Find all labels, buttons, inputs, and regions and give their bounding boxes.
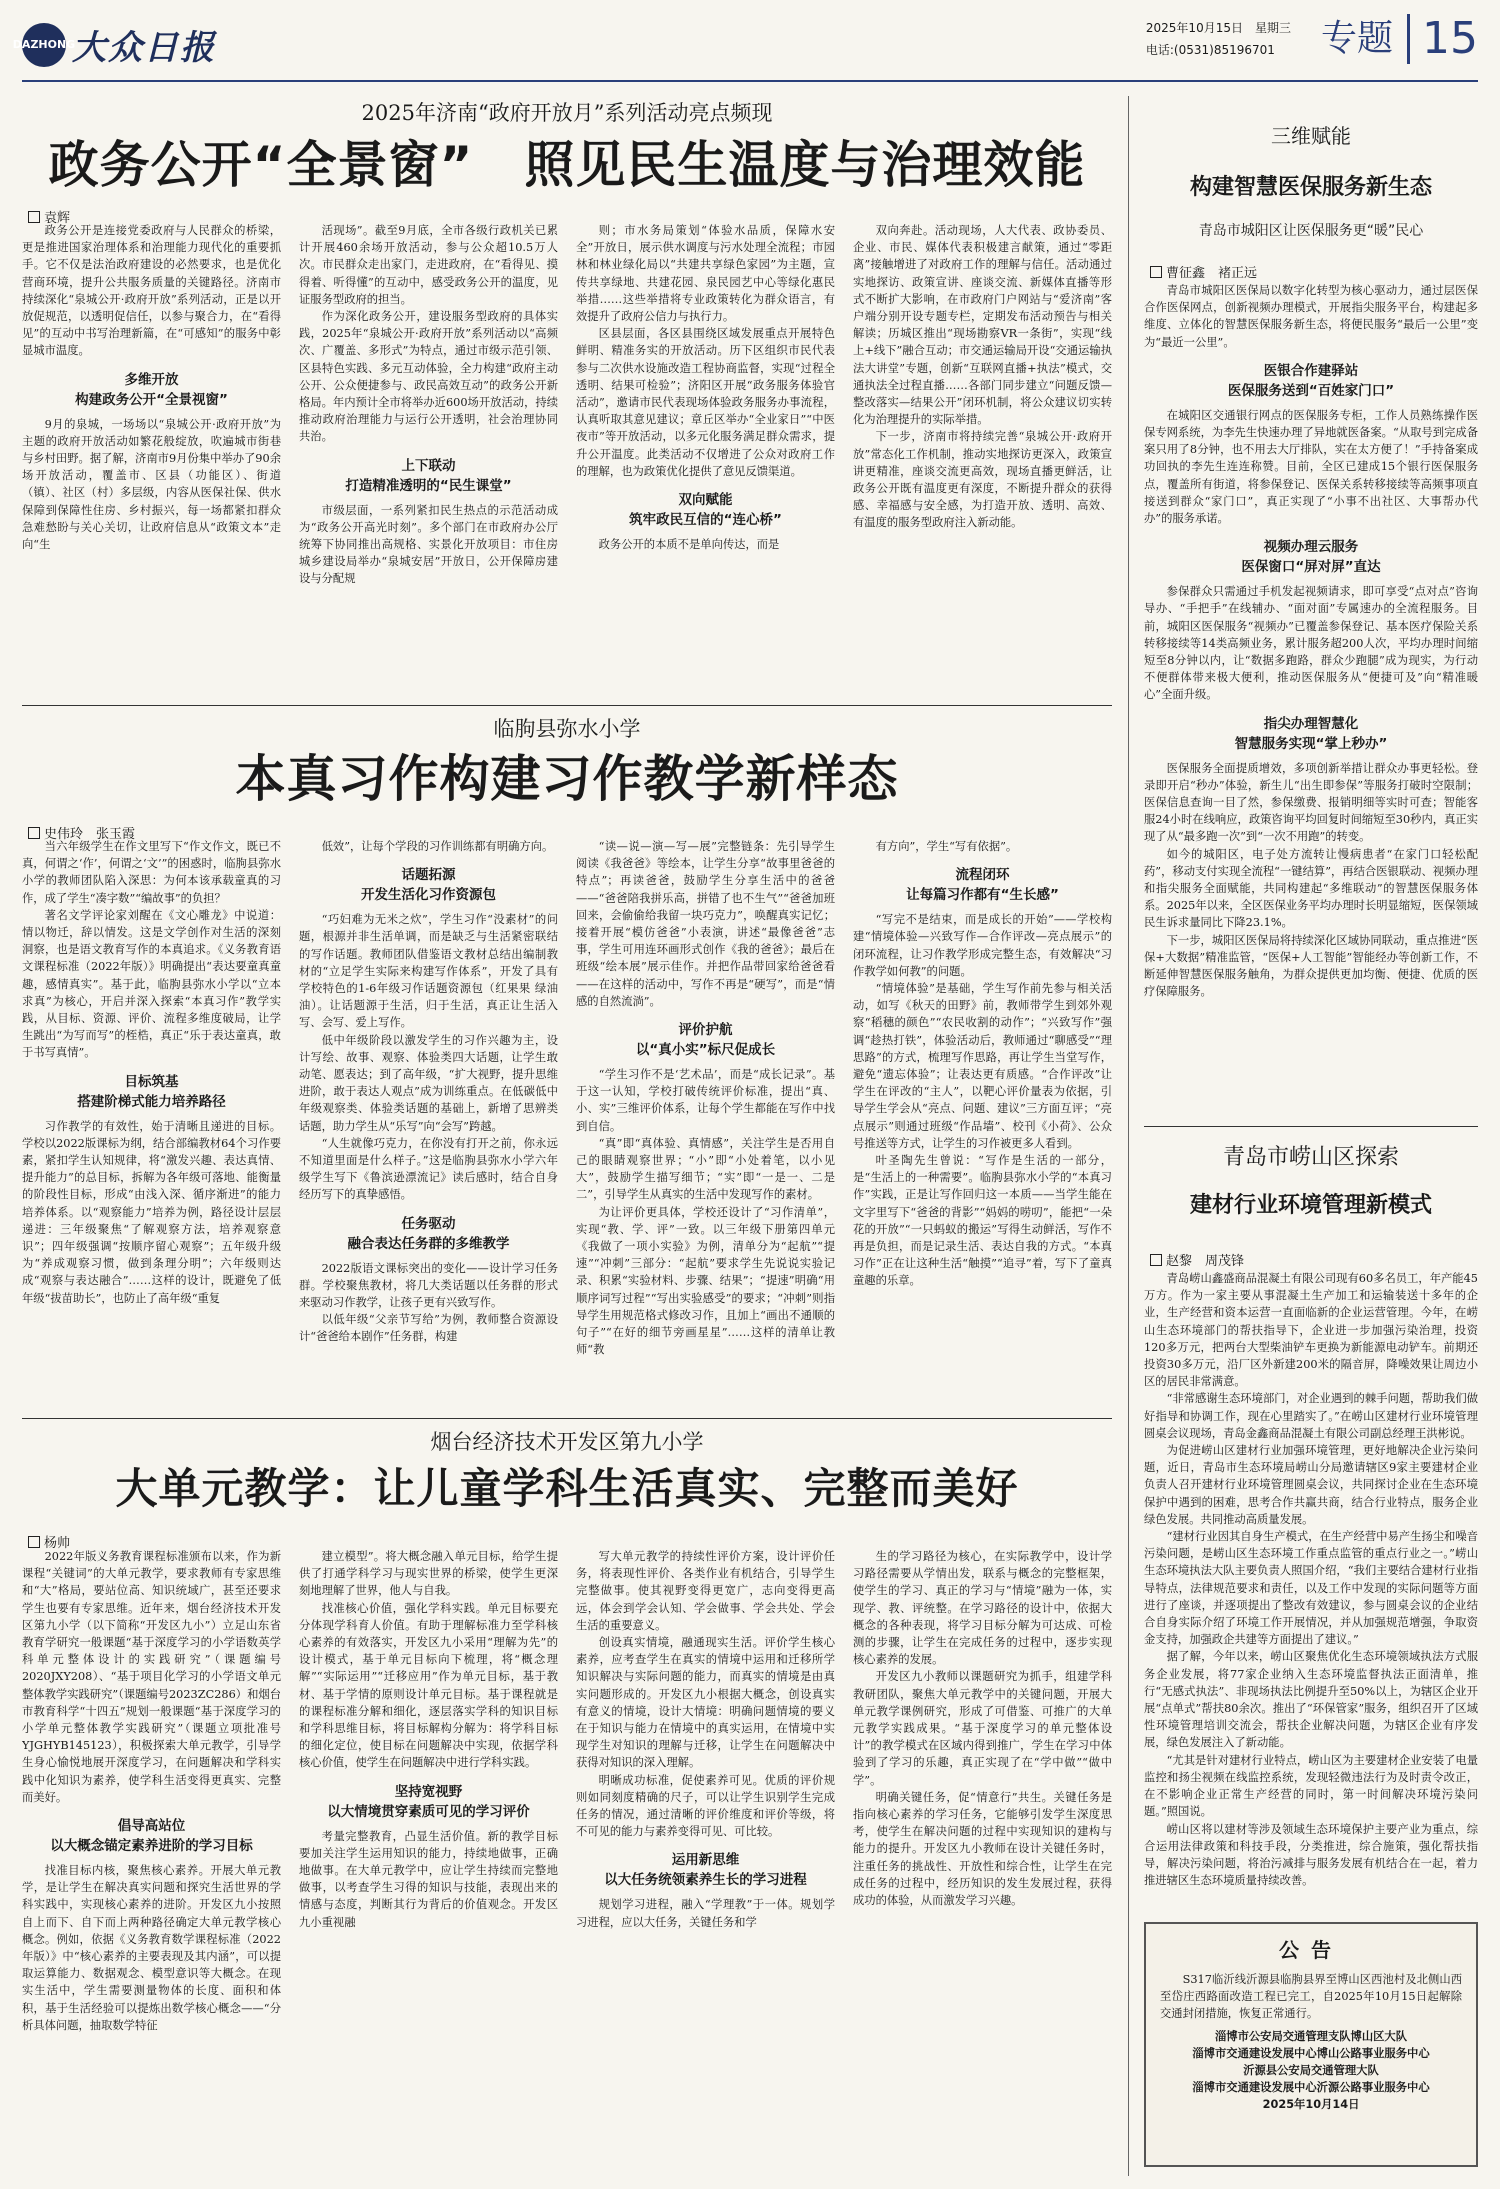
paragraph: 开发区九小教师以课题研究为抓手，组建学科教研团队，聚焦大单元教学中的关键问题，开展大单元教学课例研究，形成了可借鉴、可推广的大单元教学实践成果。“基于深度学习的单元整体设计”的教学模式在区域内得到推广，学生在学习中体验到了学习的乐趣，真正实现了在“学中做”“做中学”。	[853, 1670, 1112, 1787]
paragraph: 参保群众只需通过手机发起视频请求，即可享受“点对点”咨询导办、“手把手”在线辅办、“面对面”专属速办的全流程服务。目前，城阳区医保服务“视频办”已覆盖参保登记、基本医疗保险关系转移接续等14类高频业务，累计服务超200人次，平均办理时间缩短至8分钟以内，让“数据多跑路，群众少跑腿”成为现实，为行动不便群体带来极大便利，推动医保服务从“便捷可及”向“精准暖心”全面升级。	[1144, 585, 1478, 702]
notice-body: S317临沂线沂源县临朐县界至博山区西池村及北侧山西至岱庄西路面改造工程已完工，自2025年10月15日起解除交通封闭措施，恢复正常通行。	[1160, 1973, 1462, 2020]
article1-columns	[22, 222, 1112, 692]
article2-subhead3	[299, 1214, 558, 1254]
subhead-title: 话题拓源	[401, 867, 456, 884]
subhead-subtitle: 医保服务送到“百姓家门口”	[1227, 382, 1395, 399]
logo-text: 大众日报	[72, 28, 216, 68]
paragraph: “建材行业因其自身生产模式，在生产经营中易产生扬尘和噪音污染问题，是崂山区生态环境工作重点监管的重点行业之一。”崂山生态环境执法大队主要负责人照国介绍，“我们主要结合建材行业指导特点，法律规范要求和责任，以及工作中发现的实际问题等方面进行了座谈，并逐项提出了整改有效建议，参与圆桌会议的企业结合自身实际介绍了环境工作开展情况，并从加强规范增强，争取资金支持，加强政企共建等方面提出了建议。”	[1144, 1530, 1478, 1647]
issue-info	[1146, 17, 1291, 61]
subhead-subtitle: 智慧服务实现“掌上秒办”	[1234, 735, 1388, 752]
article-divider	[22, 705, 1112, 706]
paragraph: “真”即“真体验、真情感”，关注学生是否用自己的眼睛观察世界；“小”即“小处着笔，以小见大”，鼓励学生描写细节；“实”即“一是一、二是二”，引导学生从真实的生活中发现写作的素材。	[576, 1136, 835, 1202]
article2-col1	[22, 838, 281, 1408]
paragraph: 政务公开的本质不是单向传达，而是	[598, 538, 780, 552]
paragraph: 则；市水务局策划“体验水品质，保障水安全”开放日，展示供水调度与污水处理全流程；市园林和林业绿化局以“共建共享绿色家园”为主题，宣传共享绿地、共建花园、泉民园艺中心等绿化惠民举措……这些举措将专业政策转化为群众语言，有效提升了政府公信力与执行力。	[576, 224, 835, 324]
page-number: 15	[1422, 13, 1478, 64]
subhead-subtitle: 以“真小实”标尺促成长	[635, 1042, 776, 1059]
subhead-title: 流程闭环	[955, 867, 1010, 884]
subhead-subtitle: 打造精准透明的“民生课堂”	[345, 477, 512, 494]
sidebar2-author: 赵黎 周茂锋	[1166, 1254, 1245, 1269]
notice-signer: 沂源县公安局交通管理大队	[1243, 2064, 1379, 2077]
paragraph: 青岛市城阳区医保局以数字化转型为核心驱动力，通过层医保合作医保网点，创新视频办理模式，开展指尖服务平台，构建起多维度、立体化的智慧医保服务新生态，将便民服务“最后一公里”变为“最近一公里”。	[1144, 284, 1478, 349]
subhead-title: 目标筑基	[124, 1073, 179, 1090]
paragraph: 有方向”，学生“写有依据”。	[875, 840, 1018, 853]
subhead-title: 多维开放	[124, 371, 179, 388]
paragraph: 著名文学评论家刘醒在《文心雕龙》中说道：情以物迁，辞以情发。这是文学创作对生活的深刻洞察，也是语文教育写作的本真追求。《义务教育语文课程标准（2022年版）》明确提出“表达要童真童趣，感情真实”。基于此，临朐县弥水小学以“立本求真”为核心，开启并深入探索“本真习作”教学实践，从目标、资源、评价、流程多维度破局，让学生跳出“为写而写”的桎梏，真正“乐于表达童真，敢于书写真情”。	[22, 908, 281, 1060]
byline-box-icon	[1150, 266, 1162, 278]
paragraph: 找准目标内核，聚焦核心素养。开展大单元教学，是让学生在解决真实问题和探究生活世界的学科实践中，实现核心素养的进阶。开发区九小按照自上而下、自下而上两种路径确定大单元教学核心概念。例如，依据《义务教育数学课程标准（2022年版）》中“核心素养的主要表现及其内涵”，可以提取运算能力、数据观念、模型意识等大概念。在现实生活中，学生需要测量物体的长度、面积和体积，基于生活经验可以提炼出数学核心概念——“分析具体问题，抽取数学特征	[22, 1864, 281, 2032]
notice-signer: 淄博市公安局交通管理支队博山区大队	[1214, 2030, 1408, 2043]
paragraph: 叶圣陶先生曾说：“写作是生活的一部分，是“生活上的一种需要”。临朐县弥水小学的“本真习作”实践，正是让写作回归这一本质——当学生能在文字里写下“爸爸的背影”“妈妈的唠叨”，能把“一朵花的开放”“一只蚂蚁的搬运”写得生动鲜活，写作不再是负担，而是记录生活、表达自我的方式。“本真习作”正在让这种生活“触摸”“追寻”着，写下了童真童趣的乐章。	[853, 1154, 1112, 1288]
paragraph: 作为深化政务公开，建设服务型政府的具体实践，2025年“泉城公开·政府开放”系列活动以“高频次、广覆盖、多形式”为特点，通过市级示范引领、区县特色实践、多元互动体验，全力构建“政府主动公开、公众便捷参与、政民高效互动”的政务公开新格局。年内预计全市将举办近600场开放活动，持续推动政府治理能力与运行公开透明，社会治理协同共治。	[299, 310, 558, 444]
article3-subhead1	[22, 1816, 281, 1856]
paragraph: 找准核心价值，强化学科实践。单元目标要充分体现学科育人价值。有助于理解标准力至学科核心素养的有效落实，开发区九小采用“理解为先”的设计模式，基于单元目标向下梳理，将“概念理解”“实际运用”“迁移应用”作为单元目标，基于教材、基于学情的原则设计单元目标。基于课程就是的课程标准分解和细化，逐层落实学科的知识目标和学科思维目标，将目标解构分解为：将学科目标的细化定位，使目标在问题解决中实现，依据学科核心价值，使学生在问题解决中进行学科实践。	[299, 1601, 558, 1770]
paragraph: 下一步，济南市将持续完善“泉城公开·政府开放”常态化工作机制，推动实地探访更深入，政策宣讲更精准，座谈交流更高效，现场直播更鲜活，让政务公开既有温度更有深度，不断提升群众的获得感、幸福感与安全感，为打造开放、透明、高效、有温度的服务型政府注入新动能。	[853, 430, 1112, 530]
paragraph: “巧妇难为无米之炊”，学生习作“没素材”的问题，根源并非生活单调，而是缺乏与生活紧密联结的写作话题。教师团队借鉴语文教材总结出编制教材的“立足学生实际来构建写作体系”，开发了具有学校特色的1-6年级习作话题资源包（红果果 绿油油）。让话题源于生活，归于生活，真正让生活入写、会写、爱上写作。	[299, 913, 558, 1030]
article3-col1	[22, 1548, 281, 2176]
article2-col4	[853, 838, 1112, 1408]
paragraph: 考量完整教育，凸显生活价值。新的教学目标要加关注学生运用知识的能力，持续地做事，正确地做事。在大单元教学中，应让学生持续而完整地做事，以考查学生习得的知识与技能，表现出来的情感与态度，判断其行为背后的价值观念。开发区九小重视融	[299, 1829, 558, 1929]
paragraph: “读—说—演—写—展”完整链条：先引导学生阅读《我爸爸》等绘本，让学生分享“故事里爸爸的特点”；再读爸爸，鼓励学生分享生活中的爸爸——“爸爸陪我拼乐高，拼错了也不生气”“爸爸加班回来，会偷偷给我留一块巧克力”，唤醒真实记忆；接着开展“模仿爸爸”小表演，讲述“最像爸爸”志事，学生可用连环画形式创作《我的爸爸》；最后在班级“绘本展”展示佳作。并把作品带回家给爸爸看——在这样的活动中，写作不再是“硬写”，而是“情感的自然流淌”。	[576, 840, 835, 1008]
sidebar1-subhead: 青岛市城阳区让医保服务更“暖”民心	[1198, 223, 1424, 239]
subhead-subtitle: 筑牢政民互信的“连心桥”	[629, 512, 782, 529]
subhead-title: 视频办理云服务	[1263, 539, 1359, 556]
paragraph: 青岛崂山鑫盛商品混凝土有限公司现有60多名员工，年产能45万方。作为一家主要从事混凝土生产加工和运输装送十多年的企业，生产经营和资本运营一直面临新的企业运营管理。今年，在崂山生态环境部门的帮扶指导下，企业进一步加强污染治理，投资120多万元，把两台大型柴油铲车更换为新能源电动铲车。前期还投资30多万元，沿厂区外新建200米的隔音屏，降噪效果让周边小区的居民非常满意。	[1144, 1272, 1478, 1389]
sidebar1-sec2	[1144, 537, 1478, 577]
paragraph: 当六年级学生在作文里写下“作文作文，既已不真，何谓之‘作’，何谓之‘文’”的困惑时，临朐县弥水小学的教师团队陷入深思：为何本该承载童真的习作，成了学生“凑字数”“编故事”的负担？	[22, 840, 281, 905]
paragraph: 市级层面，一系列紧扣民生热点的示范活动成为“政务公开高光时刻”。多个部门在市政府办公厅统筹下协同推出高规格、实景化开放项目：市住房城乡建设局举办“泉城安居”开放日，公开保障房建设与分配规	[299, 503, 558, 586]
sidebar1-headline[interactable]: 构建智慧医保服务新生态	[1189, 175, 1432, 200]
page-header-right	[1146, 14, 1478, 64]
notice-signer: 淄博市交通建设发展中心博山公路事业服务中心	[1192, 2047, 1430, 2060]
sidebar1-sec3	[1144, 714, 1478, 754]
article2-author: 史伟玲 张玉霞	[44, 827, 136, 842]
paragraph: 生的学习路径为核心，在实际教学中，设计学习路径需要从学情出发，联系与概念的完整框架，使学生的学习、真正的学习与“情境”融为一体，实现学、教、评统整。在学习路径的设计中，依据大概念的各种表现，将学习目标分解为可达成、可检测的步骤，让学生在完成任务的过程中，逐步实现核心素养的发展。	[853, 1550, 1112, 1667]
subhead-subtitle: 搭建阶梯式能力培养路径	[77, 1093, 226, 1110]
byline-box-icon	[28, 1536, 40, 1548]
article1-kicker: 2025年济南“政府开放月”系列活动亮点频现	[361, 101, 773, 125]
paragraph: “情境体验”是基础，学生写作前先参与相关活动，如写《秋天的田野》前，教师带学生到郊外观察“稻穗的颜色”“农民收割的动作”；“兴致写作”强调“趁热打铁”，体验活动后，教师通过“聊感受”“理思路”的方式，梳理写作思路，再让学生当堂写作，避免“遗忘体验”；让表达更有质感。“合作评改”让学生在评改的“主人”，以靶心评价量表为依据，引导学生学会从“亮点、问题、建议”三方面互评；“亮点展示”则通过班级“作品墙”、校刊《小荷》、公众号推送等方式，让学生的习作被更多人看到。	[853, 982, 1112, 1150]
sidebar2-byline	[1150, 1250, 1244, 1269]
paragraph: 9月的泉城，一场场以“泉城公开·政府开放”为主题的政府开放活动如繁花般绽放，吹遍城市街巷与乡村田野。据了解，济南市9月份集中举办了90余场开放活动，覆盖市、区县（功能区）、街道（镇）、社区（村）多层级，内容从医保社保、供水保障到保障性住房、乡村振兴，每一场都紧扣群众急难愁盼与关心关切，让政府信息从“政策文本”走向“生	[22, 417, 281, 552]
article2-subhead5	[853, 865, 1112, 905]
article3-subhead2	[299, 1782, 558, 1822]
sidebar1-byline	[1150, 262, 1257, 281]
article1-subhead2	[299, 456, 558, 496]
subhead-subtitle: 以大任务统领素养生长的学习进程	[604, 1872, 807, 1889]
subhead-title: 坚持宽视野	[394, 1783, 463, 1800]
paragraph: 医保服务全面提质增效，多项创新举措让群众办事更轻松。登录即开启“秒办”体验，新生儿“出生即参保”等服务打破时空限制；医保信息查询一目了然，参保缴费、报销明细等实时可查；智能客服24小时在线响应，政策咨询平均回复时间缩短至30秒内，真正实现了从“最多跑一次”到“一次不用跑”的转变。	[1144, 761, 1478, 844]
article2-subhead4	[576, 1020, 835, 1060]
sidebar1-body	[1144, 282, 1478, 1202]
subhead-subtitle: 医保窗口“屏对屏”直达	[1241, 559, 1381, 576]
paragraph: 为让评价更具体，学校还设计了“习作清单”，实现“教、学、评”一致。以三年级下册第四单元《我做了一项小实验》为例，清单分为“起航”“提速”“冲刺”三部分：“起航”要求学生先说说实验记录、积累“实验材料、步骤、结果”；“提速”明确“用顺序词写过程”“写出实验感受”的要求；“冲刺”则指导学生用规范格式修改习作，且加上“画出不通顺的句子”“在好的细节旁画星星”……这样的清单让教师“教	[576, 1205, 835, 1357]
article2-columns	[22, 838, 1112, 1408]
issue-date: 2025年10月15日 星期三	[1145, 21, 1291, 35]
sidebar2-headline[interactable]: 建材行业环境管理新模式	[1189, 1193, 1432, 1218]
subhead-title: 任务驱动	[401, 1215, 456, 1232]
public-notice	[1144, 1922, 1478, 2167]
paragraph: “人生就像巧克力，在你没有打开之前，你永远不知道里面是什么样子。”这是临朐县弥水小学六年级学生写下《鲁滨逊漂流记》读后感时，结合自身经历写下的真挚感悟。	[299, 1136, 558, 1202]
paragraph: 据了解，今年以来，崂山区聚焦优化生态环境领域执法方式服务企业发展，将77家企业纳入生态环境监督执法正面清单，推行“无感式执法”、非现场执法比例提升至50%以上，为辖区企业开展“点单式”帮扶80余次。推出了“环保管家”服务，组织召开了区域性环境管理培训交流会，帮扶企业解决问题，为辖区企业有序发展，绿色发展注入了新动能。	[1144, 1650, 1478, 1750]
article-divider	[22, 1418, 1112, 1419]
article1-subhead1	[22, 370, 281, 410]
paragraph: 创设真实情境，融通现实生活。评价学生核心素养，应考查学生在真实的情境中运用和迁移所学知识解决与实际问题的能力，而真实的情境是由真实问题形成的。开发区九小根据大概念，创设真实有意义的情境，设计大情境：明确问题情境的要义在于知识与能力在情境中的真实运用，在情境中实现学生对知识的理解与迁移，让学生在问题解决中获得对知识的深入理解。	[576, 1636, 835, 1770]
sidebar1-kicker: 三维赋能	[1271, 124, 1351, 148]
subhead-subtitle: 融合表达任务群的多维教学	[347, 1235, 510, 1252]
article2-headline[interactable]: 本真习作构建习作教学新样态	[235, 750, 899, 808]
byline-box-icon	[1150, 1254, 1162, 1266]
subhead-title: 运用新思维	[671, 1852, 740, 1869]
article3-author: 杨帅	[44, 1536, 71, 1551]
paragraph: 规划学习进程，融入“学理教”于一体。规划学习进程，应以大任务，关键任务和学	[576, 1898, 835, 1929]
sidebar2-kicker: 青岛市崂山区探索	[1222, 1145, 1399, 1170]
sidebar1-sec1	[1144, 361, 1478, 401]
paragraph: 双向奔赴。活动现场，人大代表、政协委员、企业、市民、媒体代表积极建言献策，通过“零距离”接触增进了对政府工作的理解与信任。活动通过实地探访、政策宣讲、座谈交流、新媒体直播等形式不断扩大影响，在市政府门户网站与“爱济南”客户端分别开设专题专栏，定期发布活动预告与相关解读；历城区推出“现场勘察VR一条街”，实现“线上+线下”融合互动；市交通运输局开设“交通运输执法大讲堂”专题，创新“互联网直播+执法”模式，交通执法全过程直播……各部门同步建立“问题反馈—整改落实—结果公开”闭环机制，将公众建议切实转化为治理提升的实际举措。	[853, 224, 1112, 427]
notice-date: 2025年10月14日	[1262, 2098, 1360, 2111]
masthead	[12, 13, 1478, 74]
paragraph: 崂山区将以建材等涉及领域生态环境保护主要产业为重点，综合运用法律政策和科技手段，分类推进，综合施策，强化帮扶指导，解决污染问题，将治污减排与服务发展有机结合在一起，着力推进辖区生态环境质量持续改善。	[1144, 1822, 1478, 1888]
subhead-title: 上下联动	[401, 457, 456, 474]
paragraph: 下一步，城阳区医保局将持续深化区域协同联动，重点推进“医保+大数据”精准监管，“医保+人工智能”智能经办等创新工作，不断延伸智慧医保服务触角，为群众提供更加均衡、便捷、优质的医疗保障服务。	[1144, 933, 1478, 999]
sidebar2-text	[1144, 1270, 1478, 1889]
article1-col3	[576, 222, 835, 692]
paragraph: 写大单元教学的持续性评价方案，设计评价任务，将表现性评价、各类作业有机结合，引导学生完整做事。使其视野变得更宽广，志向变得更高远，体会到学会认知、学会做事、学会共处、学会生活的重要意义。	[576, 1550, 835, 1632]
article2-col2	[299, 838, 558, 1408]
article2-subhead1	[22, 1072, 281, 1112]
subhead-subtitle: 让每篇习作都有“生长感”	[906, 887, 1059, 904]
subhead-subtitle: 以大概念锚定素养进阶的学习目标	[50, 1838, 253, 1855]
paragraph: 明晰成功标准，促使素养可见。优质的评价规则如同刻度精确的尺子，可以让学生识别学生完成任务的情况，通过清晰的评价维度和评价等级，将不可见的能力与素养变得可见、可比较。	[576, 1773, 835, 1839]
paragraph: “写完不是结束，而是成长的开始”——学校构建“情境体验—兴致写作—合作评改—亮点展示”的闭环流程，让习作教学形成完整生态，有效解决“习作教学如何教”的问题。	[853, 913, 1112, 978]
paragraph: 活现场”。截至9月底，全市各级行政机关已累计开展460余场开放活动，参与公众超10.5万人次。市民群众走出家门，走进政府，在“看得见、摸得着、听得懂”的互动中，感受政务公开的温度，见证服务型政府的担当。	[299, 224, 558, 306]
article3-subhead3	[576, 1850, 835, 1890]
article3-headline[interactable]: 大单元教学：让儿童学科生活真实、完整而美好	[115, 1464, 1019, 1513]
newspaper-logo[interactable]	[12, 20, 216, 69]
article2-kicker: 临朐县弥水小学	[493, 717, 641, 741]
article2-col3	[576, 838, 835, 1408]
article3-columns	[22, 1548, 1112, 2176]
logo-mark-icon: DAZHONG	[22, 23, 66, 67]
notice-signers	[1160, 2028, 1462, 2113]
article1-subhead3	[576, 490, 835, 530]
paragraph: “非常感谢生态环境部门，对企业遇到的棘手问题，帮助我们做好指导和协调工作，现在心里踏实了。”在崂山区建材行业环境管理圆桌会议现场，青岛金鑫商品混凝土有限公司副总经理王洪彬说。	[1144, 1392, 1478, 1440]
paragraph: 习作教学的有效性，始于清晰且递进的目标。学校以2022版课标为纲，结合部编教材64个习作要素，紧扣学生认知规律，将“激发兴趣、表达真情、提升能力”的总目标，拆解为各年级可落地、能衡量的阶段性目标，形成“由浅入深、循序渐进”的能力培养体系。以“观察能力”培养为例，路径设计层层递进：三年级聚焦“了解观察方法，培养观察意识”；四年级强调“按顺序留心观察”；五年级升级为“养成观察习惯，做到条理分明”；六年级则达成“观察与表达融合”……这样的设计，既避免了低年级“拔苗助长”，也防止了高年级“重复	[22, 1119, 281, 1305]
sidebar1-text	[1144, 282, 1478, 1001]
section-name: 专题	[1321, 14, 1410, 64]
paragraph: 如今的城阳区，电子处方流转让慢病患者“在家门口轻松配药”，移动支付实现全流程“一键结算”，再结合医银联动、视频办理和指尖服务全面赋能，共同构建起“多维联动”的智慧医保服务体系。2025年以来，全区医保业务平均办理时长明显缩短，医保领域民生诉求量同比下降23.1%。	[1144, 847, 1478, 930]
paragraph: “学生习作不是‘艺术品’，而是“成长记录”。基于这一认知，学校打破传统评价标准，提出“真、小、实”三维评价体系，让每个学生都能在写作中找到自信。	[576, 1068, 835, 1133]
sidebar2-body	[1144, 1270, 1478, 1910]
subhead-title: 评价护航	[678, 1022, 733, 1039]
article1-author: 袁辉	[44, 211, 71, 226]
article1-col2	[299, 222, 558, 692]
notice-signer: 淄博市交通建设发展中心沂源公路事业服务中心	[1192, 2081, 1430, 2094]
article3-col3	[576, 1548, 835, 2176]
paragraph: 2022版语文课标突出的变化——设计学习任务群。学校聚焦教材，将几大类话题以任务群的形式来驱动习作教学，让孩子更有兴致写作。	[299, 1261, 558, 1310]
sidebar-divider	[1128, 96, 1129, 2176]
paragraph: 政务公开是连接党委政府与人民群众的桥梁，更是推进国家治理体系和治理能力现代化的重要抓手。它不仅是法治政府建设的必然要求，也是优化营商环境，提升公共服务质量的关键路径。济南市持续深化“泉城公开·政府开放”系列活动，正是以开放促规范，以透明促信任，以参与聚合力，在“看得见”的互动中书写治理新篇，在“可感知”的服务中彰显城市温度。	[22, 224, 281, 358]
subhead-title: 双向赋能	[678, 492, 733, 509]
issue-phone: 电话:(0531)85196701	[1145, 43, 1275, 57]
paragraph: 低效”，让每个学段的习作训练都有明确方向。	[321, 840, 554, 853]
paragraph: 低中年级阶段以激发学生的习作兴趣为主，设计写绘、故事、观察、体验类四大话题，让学生敢动笔、愿表达；到了高年级，“扩大视野，提升思维进阶，敢于表达人观点”成为训练重点。在低碳低中年级观察类、体验类话题的基础上，新增了思辨类话题，助力学生从“乐写”向“会写”跨越。	[299, 1033, 558, 1133]
paragraph: “尤其是针对建材行业特点，崂山区为主要建材企业安装了电量监控和扬尘视频在线监控系统，发现轻微违法行为及时责令改正，在不影响企业正常生产经营的同时，第一时间解决环境污染问题。”照国说。	[1144, 1753, 1478, 1819]
subhead-subtitle: 开发生活化习作资源包	[361, 887, 496, 904]
paragraph: 在城阳区交通银行网点的医保服务专柜，工作人员熟练操作医保专网系统，为李先生快速办理了异地就医备案。“从取号到完成备案只用了8分钟，也不用去大厅排队，实在太方便了！”手持备案成功回执的李先生连连称赞。目前，全区已建成15个银行医保服务点，覆盖所有街道，将参保登记、医保关系转移接续等高频事项直接送到群众“家门口”，真正实现了“小事不出社区、大事帮办代办”的服务承诺。	[1144, 408, 1478, 526]
subhead-title: 医银合作建驿站	[1263, 362, 1359, 379]
article1-headline[interactable]: 政务公开“全景窗” 照见民生温度与治理效能	[48, 136, 1086, 194]
sidebar-divider-h	[1144, 1126, 1478, 1127]
paragraph: 以低年级“父亲节写给”为例，教师整合资源设计“爸爸给本剧作”任务群，构建	[299, 1313, 558, 1344]
subhead-subtitle: 构建政务公开“全景视窗”	[75, 391, 228, 408]
article3-kicker: 烟台经济技术开发区第九小学	[430, 1430, 704, 1454]
paragraph: 建立模型”。将大概念融入单元目标，给学生提供了打通学科学习与现实世界的桥梁，使学生更深刻地理解了世界，他人与自我。	[299, 1550, 558, 1598]
header-divider	[22, 80, 1478, 82]
article1-col1	[22, 222, 281, 692]
article1-col4	[853, 222, 1112, 692]
paragraph: 明确关键任务，促“情意行”共生。关键任务是指向核心素养的学习任务，它能够引发学生深度思考，使学生在解决问题的过程中实现知识的建构与能力的提升。开发区九小教师在设计关键任务时，注重任务的挑战性、开放性和综合性，让学生在完成任务的过程中，经历知识的发生发展过程，获得成功的体验，从而激发学习兴趣。	[853, 1790, 1112, 1908]
article3-col4	[853, 1548, 1112, 2176]
notice-title: 公告	[1279, 1938, 1343, 1962]
article3-col2	[299, 1548, 558, 2176]
paragraph: 为促进崂山区建材行业加强环境管理，更好地解决企业污染问题，近日，青岛市生态环境局崂山分局邀请辖区9家主要建材企业负责人召开建材行业环境管理圆桌会议，共同探讨企业在生态环境保护中遇到的困难，思考合作共赢共商，结合行业特点，服务企业绿色发展。共同推动高质量发展。	[1144, 1444, 1478, 1526]
sidebar1-author: 曹征鑫 褚正远	[1166, 266, 1258, 281]
subhead-title: 倡导高站位	[117, 1818, 186, 1835]
subhead-subtitle: 以大情境贯穿素质可见的学习评价	[327, 1803, 530, 1820]
subhead-title: 指尖办理智慧化	[1263, 715, 1359, 732]
article2-subhead2	[299, 865, 558, 905]
paragraph: 区县层面，各区县围绕区域发展重点开展特色鲜明、精准务实的开放活动。历下区组织市民代表参与二次供水设施改造工程协商监督，实现“过程全透明、结果可检验”；济阳区开展“政务服务体验官活动”，邀请市民代表现场体验政务服务办事流程，认真听取其意见建议；章丘区举办“全业家日”“中医夜市”等开放活动，以多元化服务满足群众需求，提升公开温度。此类活动不仅增进了公众对政府工作的理解，也为政策优化提供了意见反馈渠道。	[576, 327, 835, 478]
paragraph: 2022年版义务教育课程标准颁布以来，作为新课程“关键词”的大单元教学，要求教师有专家思维和“大”格局，要站位高、知识统域广，甚至还要求学生也要有专家思维。近年来，烟台经济技术开发区第九小学（以下简称“开发区九小”）立足山东省教育学研究一般课题“基于深度学习的小学语数英学科单元整体设计的实践研究”（课题编号2020JXY208）、“基于项目化学习的小学语文单元整体教学实践研究”（课题编号2023ZC286）和烟台市教育科学“十四五”规划一般课题“基于深度学习的小学单元整体教学实践研究”（课题立项批准号YJGHYB145123），积极探索大单元教学，引导学生身心愉悦地展开深度学习，在问题解决和学科实践中化知识为素养，使学科生活变得更真实、完整而美好。	[22, 1550, 281, 1804]
